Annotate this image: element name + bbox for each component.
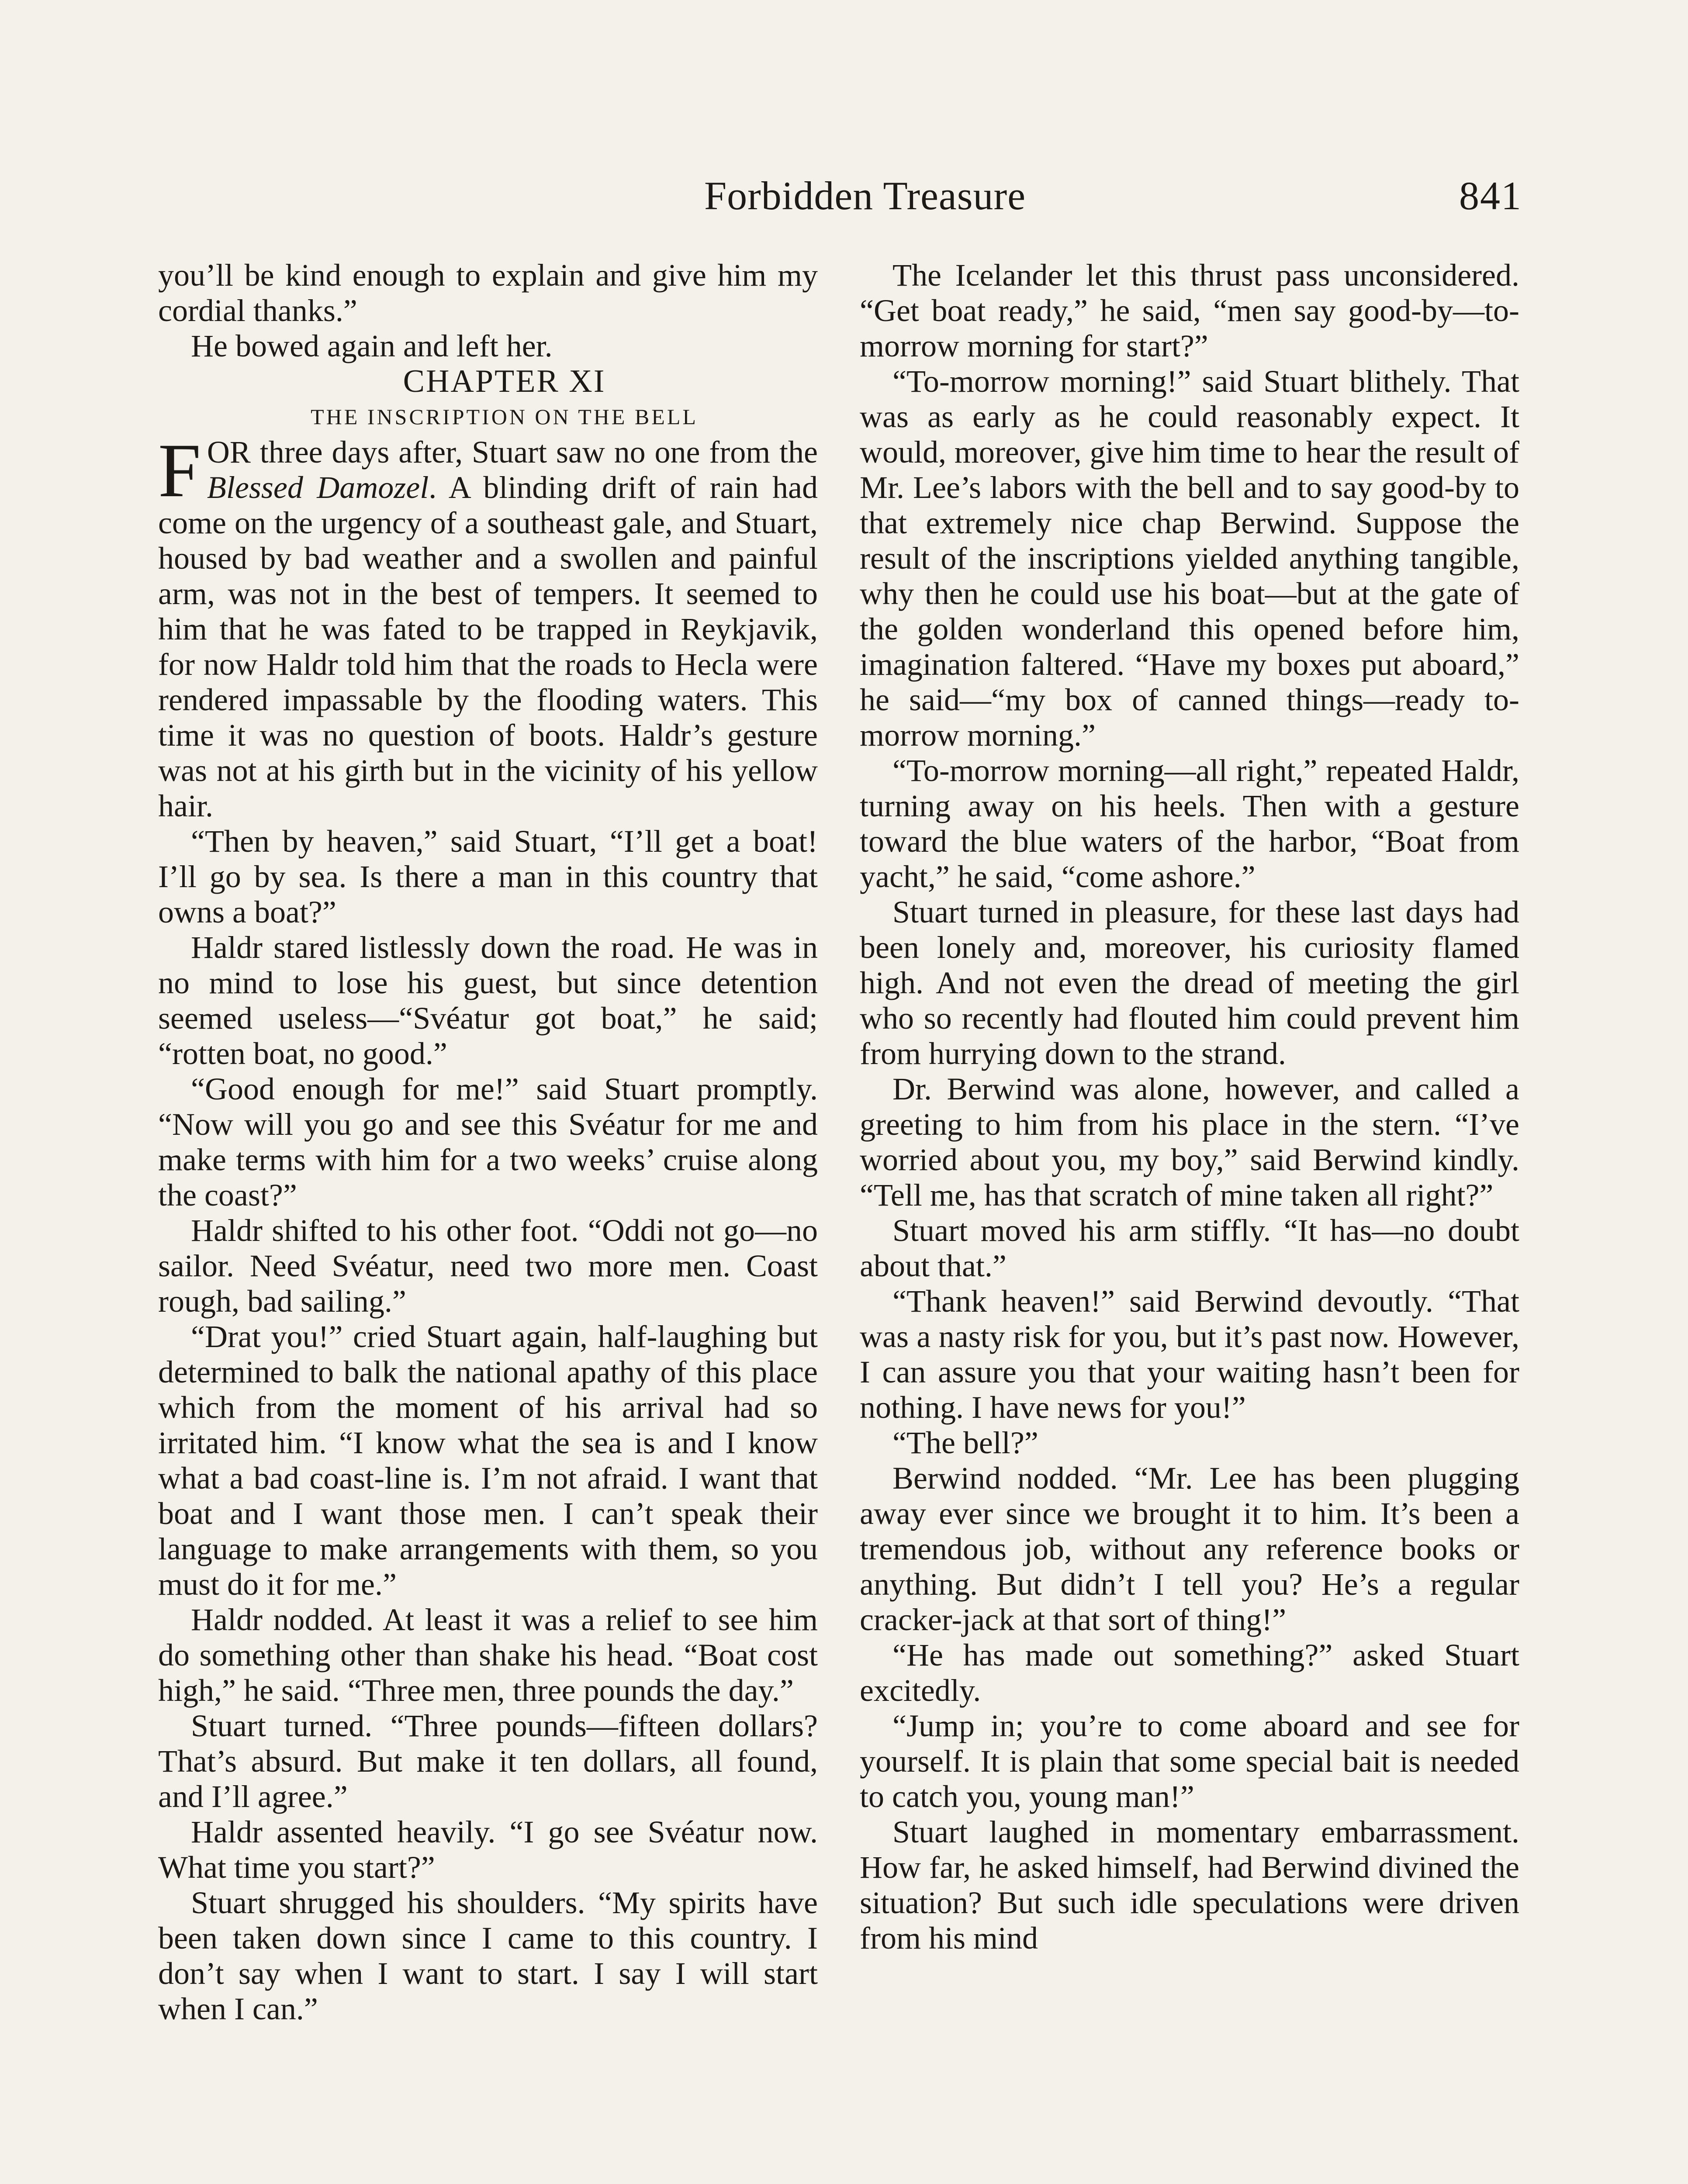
left-column: [158, 258, 818, 2027]
paragraph: Stuart moved his arm stiffly. “It has—no doubt about that.”: [860, 1213, 1519, 1283]
paragraph: Haldr assented heavily. “I go see Svéatur now. What time you start?”: [158, 1814, 818, 1885]
paragraph: Dr. Berwind was alone, however, and called a greeting to him from his place in the stern. “I’ve worried about you, my boy,” said Berwind kindly. “Tell me, has that scratch of mine taken all right?”: [860, 1071, 1519, 1213]
drop-cap: F: [158, 428, 201, 513]
opening-paragraph: [158, 428, 818, 824]
paragraph: Haldr stared listlessly down the road. He was in no mind to lose his guest, but since detention seemed useless—“Svéatur got boat,” he said; “rotten boat, no good.”: [158, 930, 818, 1071]
paragraph: Stuart laughed in momentary embarrassment. How far, he asked himself, had Berwind divined the situation? But such idle speculations were driven from his mind: [860, 1814, 1519, 1956]
paragraph: “To-morrow morning—all right,” repeated Haldr, turning away on his heels. Then with a gesture toward the blue waters of the harbor, “Boat from yacht,” he said, “come ashore.”: [860, 753, 1519, 894]
paragraph: He bowed again and left her.: [191, 328, 553, 363]
paragraph-text: . A blinding drift of rain had come on the urgency of a southeast gale, and Stuart, housed by bad weather and a swollen and painful arm, was not in the best of tempers. It seemed to him that he was fated to be trapped in Reykjavik, for now Haldr told him that the roads to Hecla were rendered impassable by the flooding waters. This time it was no question of boots. Haldr’s gesture was not at his girth but in the vicinity of his yellow hair.: [158, 470, 818, 823]
paragraph: Berwind nodded. “Mr. Lee has been plugging away ever since we brought it to him. It’s been a tremendous job, without any reference books or anything. But didn’t I tell you? He’s a regular cracker-jack at that sort of thing!”: [860, 1461, 1519, 1637]
paragraph: Stuart turned in pleasure, for these last days had been lonely and, moreover, his curiosity flamed high. And not even the dread of meeting the girl who so recently had flouted him could prevent him from hurrying down to the strand.: [860, 895, 1519, 1071]
running-title: Forbidden Treasure: [704, 173, 1026, 218]
ship-name: Blessed Damozel: [207, 470, 429, 505]
right-column: [860, 258, 1519, 1956]
chapter-title: CHAPTER XI: [403, 363, 606, 399]
paragraph: “To-morrow morning!” said Stuart blithely. That was as early as he could reasonably expect. It would, moreover, give him time to hear the result of Mr. Lee’s labors with the bell and to say good-by to that extremely nice chap Berwind. Suppose the result of the inscriptions yielded anything tangible, why then he could use his boat—but at the gate of the golden wonderland this opened before him, imagination faltered. “Have my boxes put aboard,” he said—“my box of canned things—ready to-morrow morning.”: [860, 364, 1519, 753]
paragraph: “Good enough for me!” said Stuart promptly. “Now will you go and see this Svéatur for me and make terms with him for a two weeks’ cruise along the coast?”: [158, 1071, 818, 1213]
section-title: THE INSCRIPTION ON THE BELL: [311, 404, 698, 429]
paragraph: “Drat you!” cried Stuart again, half-laughing but determined to balk the national apathy of this place which from the moment of his arrival had so irritated him. “I know what the sea is and I know what a bad coast-line is. I’m not afraid. I want that boat and I want those men. I can’t speak their language to make arrangements with them, so you must do it for me.”: [158, 1319, 818, 1602]
paragraph: Haldr shifted to his other foot. “Oddi not go—no sailor. Need Svéatur, need two more men. Coast rough, bad sailing.”: [158, 1213, 818, 1319]
paragraph: Haldr nodded. At least it was a relief to see him do something other than shake his head. “Boat cost high,” he said. “Three men, three pounds the day.”: [158, 1602, 818, 1708]
paragraph: Stuart shrugged his shoulders. “My spirits have been taken down since I came to this country. I don’t say when I want to start. I say I will start when I can.”: [158, 1885, 818, 2026]
paragraph: The Icelander let this thrust pass unconsidered. “Get boat ready,” he said, “men say good-by—to-morrow morning for start?”: [860, 258, 1519, 363]
paragraph-text: OR three days after, Stuart saw no one from the: [207, 435, 818, 470]
paragraph: you’ll be kind enough to explain and give him my cordial thanks.”: [158, 258, 818, 328]
paragraph: Stuart turned. “Three pounds—fifteen dollars? That’s absurd. But make it ten dollars, all found, and I’ll agree.”: [158, 1708, 818, 1814]
paragraph: “Jump in; you’re to come aboard and see for yourself. It is plain that some special bait is needed to catch you, young man!”: [860, 1708, 1519, 1814]
paragraph: “Thank heaven!” said Berwind devoutly. “That was a nasty risk for you, but it’s past now. However, I can assure you that your waiting hasn’t been for nothing. I have news for you!”: [860, 1284, 1519, 1425]
paragraph: “The bell?”: [892, 1425, 1038, 1460]
paragraph: “Then by heaven,” said Stuart, “I’ll get a boat! I’ll go by sea. Is there a man in this country that owns a boat?”: [158, 824, 818, 930]
paragraph: “He has made out something?” asked Stuart excitedly.: [860, 1638, 1519, 1708]
page-number: 841: [1459, 173, 1522, 218]
